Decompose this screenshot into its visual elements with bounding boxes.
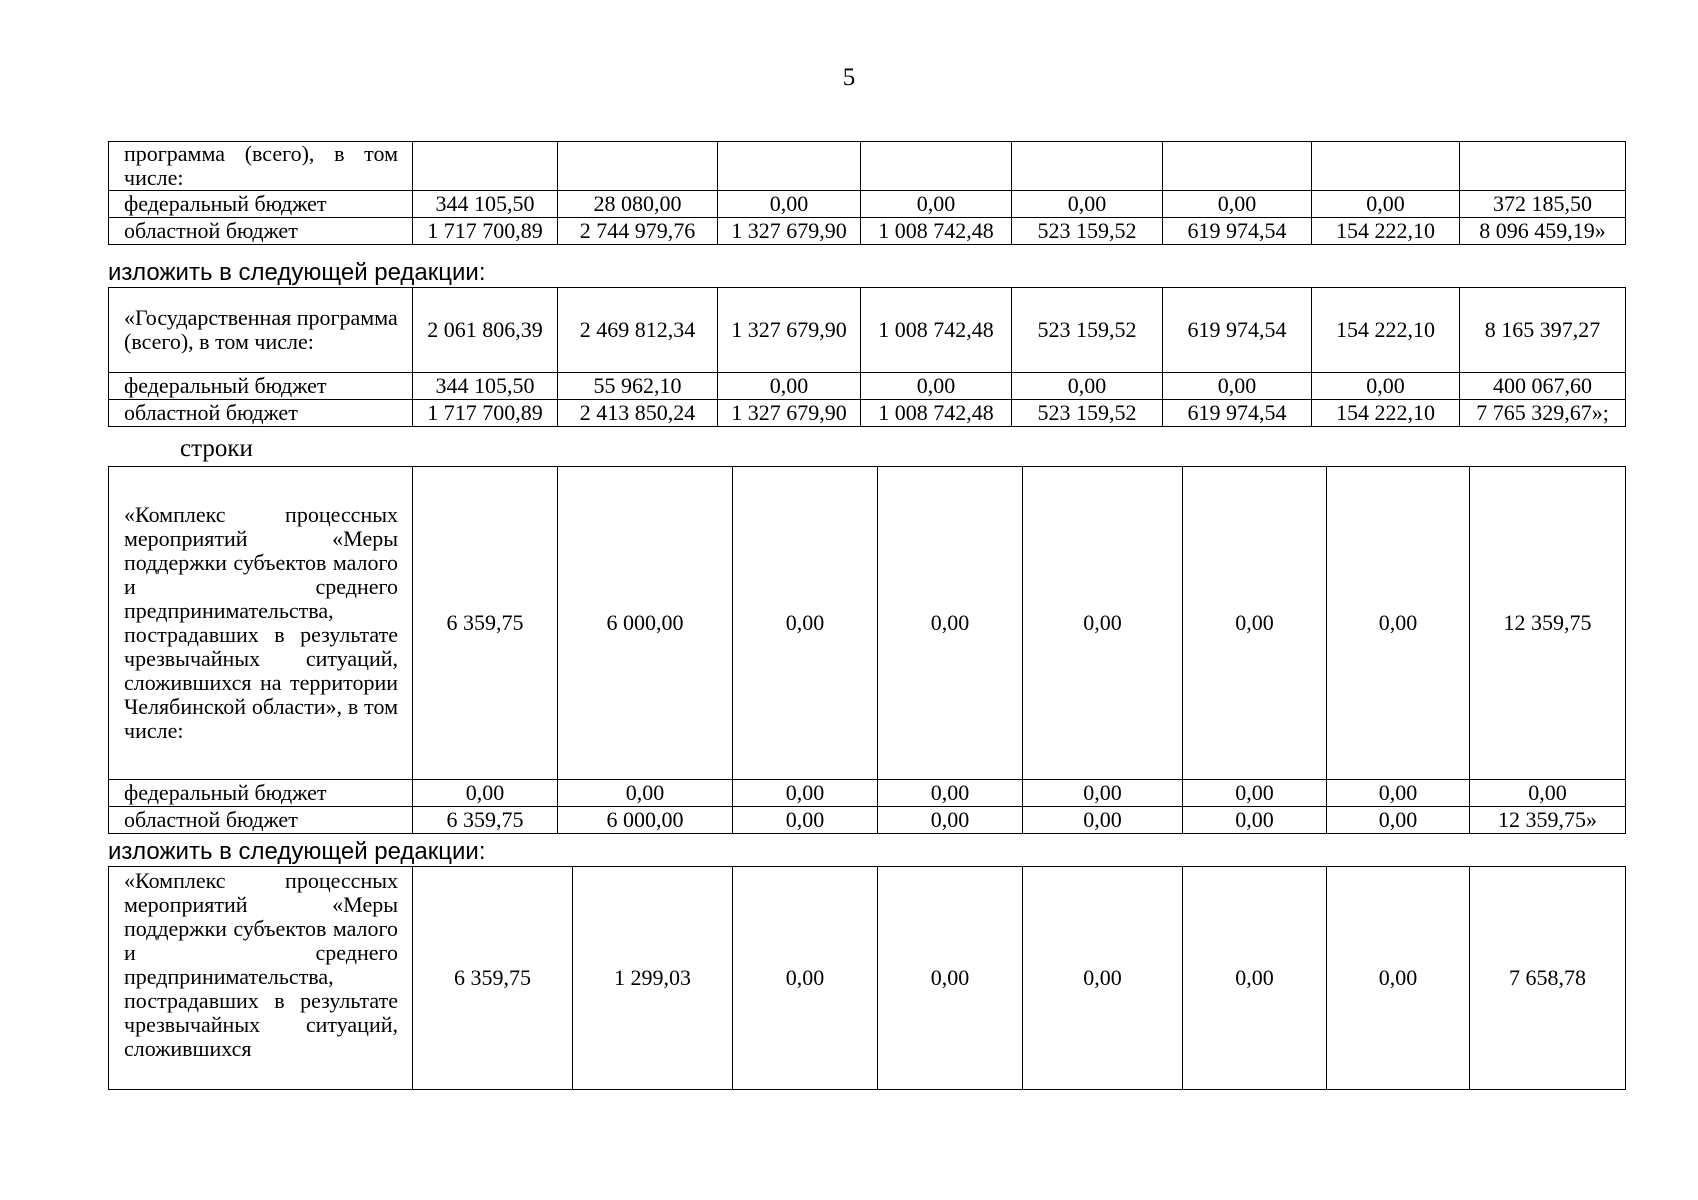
page-number: 5 — [842, 64, 856, 91]
table-cell: 154 222,10 — [1312, 218, 1460, 245]
table-cell: 7 765 329,67»; — [1460, 400, 1626, 427]
table-cell: 2 061 806,39 — [413, 288, 558, 373]
table-cell: 619 974,54 — [1163, 400, 1312, 427]
table-cell: 0,00 — [1183, 867, 1327, 1090]
table-cell: 523 159,52 — [1012, 400, 1163, 427]
table-cell: 0,00 — [1312, 373, 1460, 400]
row-label: «Государственная программа (всего), в том числе: — [109, 288, 413, 373]
table-cell: 28 080,00 — [558, 191, 718, 218]
table-row — [109, 780, 1626, 807]
table-cell — [861, 142, 1012, 191]
row-label: «Комплекс процессных мероприятий «Меры поддержки субъектов малого и среднего предпринимательства, пострадавших в результате чрезвычайных ситуаций, сложившихся — [109, 867, 413, 1090]
table-cell: 0,00 — [1023, 807, 1183, 834]
row-label: программа (всего), в том числе: — [109, 142, 413, 191]
table-cell: 0,00 — [1327, 867, 1470, 1090]
table-cell: 0,00 — [718, 373, 861, 400]
table-cell: 0,00 — [718, 191, 861, 218]
table-cell: 8 096 459,19» — [1460, 218, 1626, 245]
table-cell: 1 299,03 — [573, 867, 733, 1090]
table-cell: 12 359,75» — [1470, 807, 1626, 834]
row-label: «Комплекс процессных мероприятий «Меры поддержки субъектов малого и среднего предпринимательства, пострадавших в результате чрезвычайных ситуаций, сложившихся на территории Челябинской области», в том числе: — [109, 467, 413, 780]
table-cell: 0,00 — [1183, 807, 1327, 834]
table-cell: 0,00 — [1163, 373, 1312, 400]
budget-table-4 — [108, 866, 1626, 1090]
table-row — [109, 218, 1626, 245]
table-row — [109, 807, 1626, 834]
table-cell: 55 962,10 — [558, 373, 718, 400]
table-cell: 1 717 700,89 — [413, 218, 558, 245]
table-cell: 6 000,00 — [558, 807, 733, 834]
table-cell: 6 359,75 — [413, 867, 573, 1090]
table-cell: 0,00 — [1012, 191, 1163, 218]
table-cell: 6 359,75 — [413, 807, 558, 834]
table-cell: 0,00 — [1012, 373, 1163, 400]
table-cell: 0,00 — [878, 867, 1023, 1090]
table-cell: 0,00 — [413, 780, 558, 807]
table-cell: 1 008 742,48 — [861, 288, 1012, 373]
table-cell — [718, 142, 861, 191]
table-cell: 372 185,50 — [1460, 191, 1626, 218]
row-label: федеральный бюджет — [109, 373, 413, 400]
budget-table-1 — [108, 141, 1626, 245]
table-row — [109, 400, 1626, 427]
table-cell: 0,00 — [733, 780, 878, 807]
table-cell: 6 359,75 — [413, 467, 558, 780]
budget-table-3 — [108, 466, 1626, 834]
table-row — [109, 191, 1626, 218]
row-label: областной бюджет — [109, 807, 413, 834]
table-cell: 1 008 742,48 — [861, 400, 1012, 427]
table-cell: 0,00 — [558, 780, 733, 807]
table-row — [109, 288, 1626, 373]
table-cell: 154 222,10 — [1312, 288, 1460, 373]
table-row — [109, 142, 1626, 191]
table-cell — [1460, 142, 1626, 191]
table-cell: 8 165 397,27 — [1460, 288, 1626, 373]
table-cell: 1 327 679,90 — [718, 218, 861, 245]
table-cell: 12 359,75 — [1470, 467, 1626, 780]
table-cell — [1012, 142, 1163, 191]
table-row — [109, 467, 1626, 780]
table-cell: 523 159,52 — [1012, 288, 1163, 373]
table-cell: 6 000,00 — [558, 467, 733, 780]
table-cell: 0,00 — [878, 467, 1023, 780]
table-cell: 0,00 — [1327, 780, 1470, 807]
table-cell: 0,00 — [733, 867, 878, 1090]
table-cell: 0,00 — [1023, 867, 1183, 1090]
table-cell: 0,00 — [1312, 191, 1460, 218]
table-cell: 154 222,10 — [1312, 400, 1460, 427]
table-cell: 0,00 — [1163, 191, 1312, 218]
table-cell: 619 974,54 — [1163, 218, 1312, 245]
table-cell: 400 067,60 — [1460, 373, 1626, 400]
table-cell: 0,00 — [1470, 780, 1626, 807]
table-cell: 0,00 — [1327, 807, 1470, 834]
table-cell: 7 658,78 — [1470, 867, 1626, 1090]
row-label: федеральный бюджет — [109, 191, 413, 218]
table-cell: 1 327 679,90 — [718, 400, 861, 427]
caption-revision: изложить в следующей редакции: — [108, 259, 486, 286]
row-label: областной бюджет — [109, 218, 413, 245]
table-cell: 2 469 812,34 — [558, 288, 718, 373]
table-cell: 1 717 700,89 — [413, 400, 558, 427]
row-label: областной бюджет — [109, 400, 413, 427]
table-cell: 0,00 — [1327, 467, 1470, 780]
caption-revision: изложить в следующей редакции: — [108, 838, 486, 865]
table-cell — [1312, 142, 1460, 191]
table-cell: 0,00 — [861, 191, 1012, 218]
table-cell: 0,00 — [878, 807, 1023, 834]
caption-rows: строки — [180, 435, 253, 462]
table-cell — [558, 142, 718, 191]
table-cell: 344 105,50 — [413, 373, 558, 400]
table-cell: 2 413 850,24 — [558, 400, 718, 427]
table-cell: 0,00 — [733, 807, 878, 834]
table-cell: 0,00 — [1023, 467, 1183, 780]
table-row — [109, 373, 1626, 400]
table-cell: 0,00 — [861, 373, 1012, 400]
table-cell: 0,00 — [1183, 780, 1327, 807]
table-cell: 1 008 742,48 — [861, 218, 1012, 245]
table-cell: 619 974,54 — [1163, 288, 1312, 373]
row-label: федеральный бюджет — [109, 780, 413, 807]
table-cell — [1163, 142, 1312, 191]
table-row — [109, 867, 1626, 1090]
table-cell: 523 159,52 — [1012, 218, 1163, 245]
table-cell: 0,00 — [878, 780, 1023, 807]
table-cell: 2 744 979,76 — [558, 218, 718, 245]
table-cell: 0,00 — [733, 467, 878, 780]
table-cell — [413, 142, 558, 191]
table-cell: 0,00 — [1023, 780, 1183, 807]
table-cell: 0,00 — [1183, 467, 1327, 780]
table-cell: 344 105,50 — [413, 191, 558, 218]
budget-table-2 — [108, 287, 1626, 427]
table-cell: 1 327 679,90 — [718, 288, 861, 373]
